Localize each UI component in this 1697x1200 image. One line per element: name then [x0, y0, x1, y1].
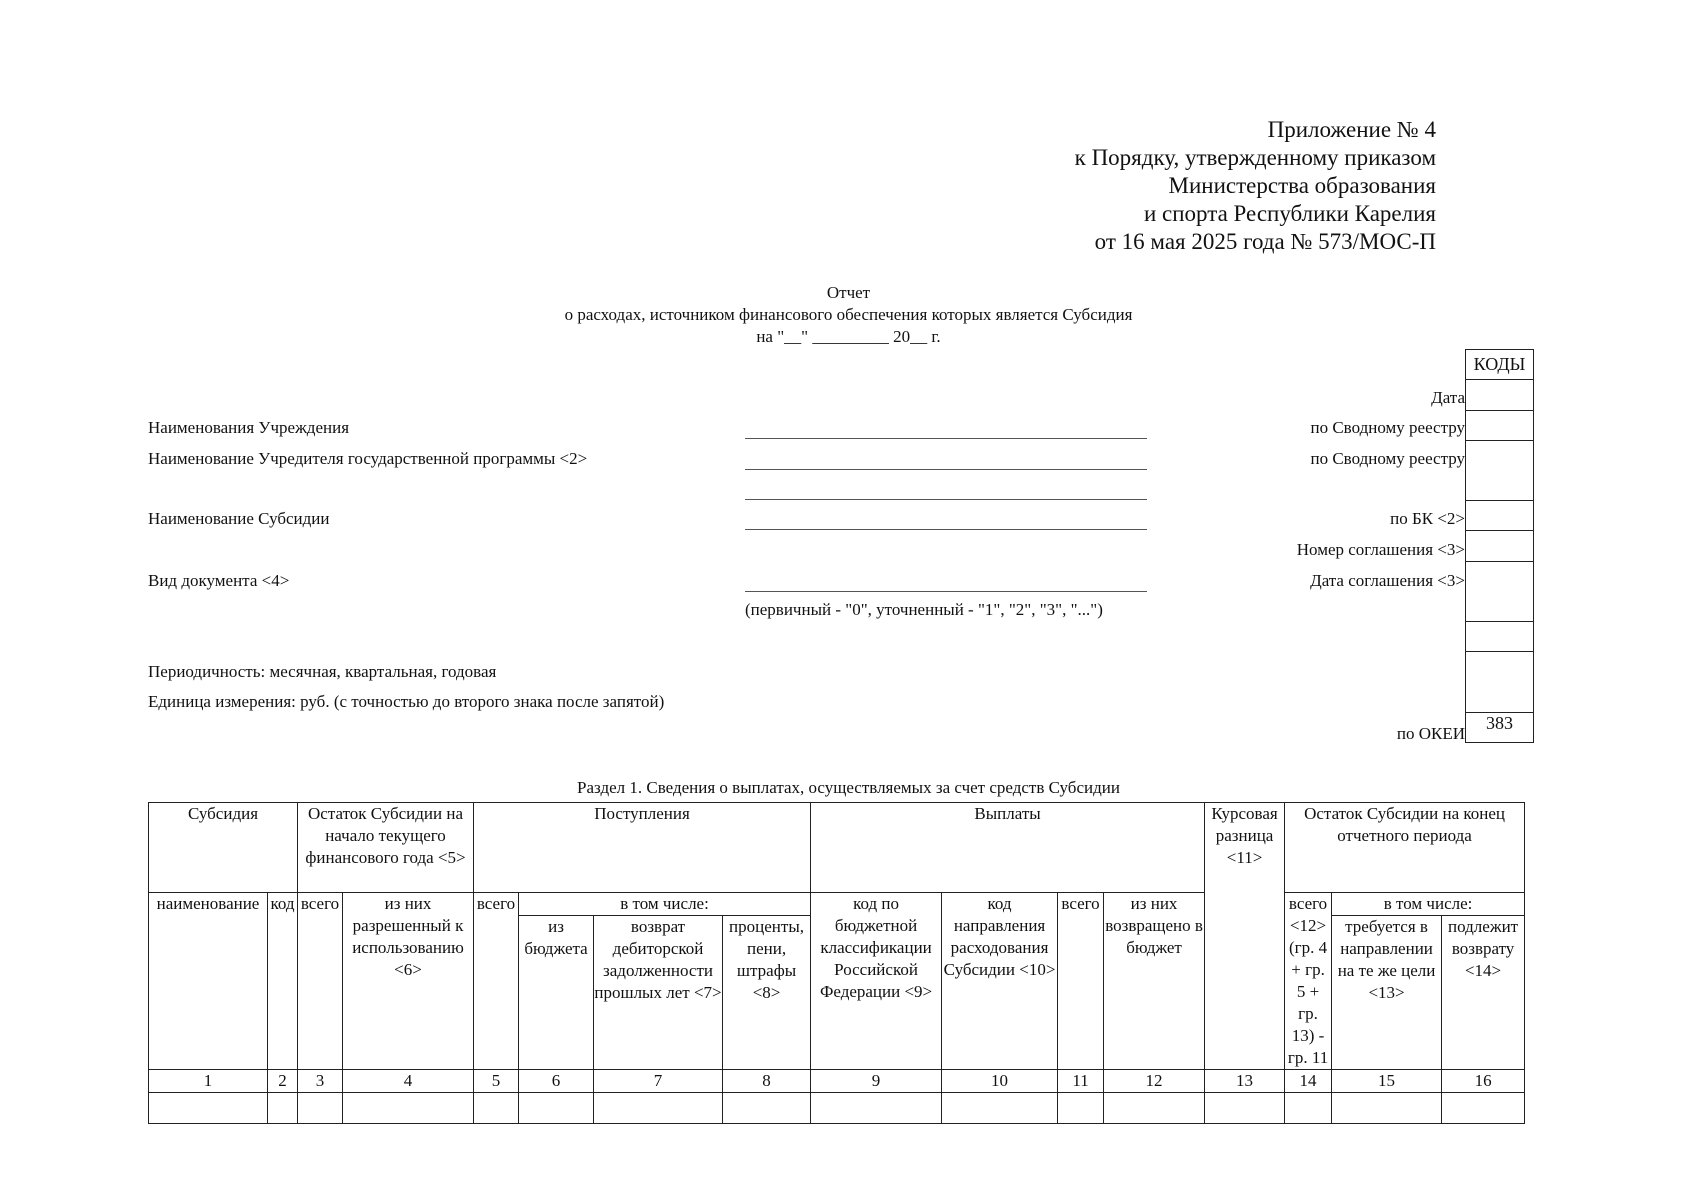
subsidy-field-line[interactable] — [745, 529, 1147, 530]
code-cell-bk[interactable] — [1466, 501, 1534, 531]
code-label-agreement-date: Дата соглашения <3> — [1310, 571, 1465, 590]
data-cell[interactable] — [1058, 1093, 1104, 1124]
section-1-title: Раздел 1. Сведения о выплатах, осуществляемых за счет средств Субсидии — [577, 778, 1120, 797]
code-label-okei: по ОКЕИ — [1396, 724, 1465, 743]
col-direction-code: код направления расходования Субсидии <10> — [942, 893, 1058, 1070]
data-cell[interactable] — [268, 1093, 298, 1124]
col-to-return: подлежит возврату <14> — [1442, 916, 1525, 1070]
code-label-bk: по БК <2> — [1390, 509, 1465, 528]
data-cell[interactable] — [519, 1093, 594, 1124]
col-number: 14 — [1285, 1070, 1332, 1093]
payments-table — [148, 802, 1525, 1124]
institution-label: Наименования Учреждения — [148, 418, 350, 437]
report-subtitle: о расходах, источником финансового обеспечения которых является Субсидия — [564, 305, 1133, 324]
col-number: 13 — [1205, 1070, 1285, 1093]
col-number: 7 — [594, 1070, 723, 1093]
founder-field-line[interactable] — [745, 469, 1147, 470]
header-rate-diff: Курсовая разница <11> — [1205, 803, 1285, 1070]
col-number: 10 — [942, 1070, 1058, 1093]
code-cell-extra-2[interactable] — [1466, 652, 1534, 713]
col-income-total: всего — [474, 893, 519, 1070]
data-cell[interactable] — [1442, 1093, 1525, 1124]
code-label-registry-2: по Сводному реестру — [1310, 449, 1465, 468]
unit-label: Единица измерения: руб. (с точностью до второго знака после запятой) — [148, 692, 665, 711]
data-cell[interactable] — [1332, 1093, 1442, 1124]
header-rest-start: Остаток Субсидии на начало текущего финансового года <5> — [298, 803, 474, 893]
code-cell-extra-1[interactable] — [1466, 622, 1534, 652]
col-number: 15 — [1332, 1070, 1442, 1093]
periodicity-label: Периодичность: месячная, квартальная, годовая — [148, 662, 497, 681]
col-bk-code: код по бюджетной классификации Российской Федерации <9> — [811, 893, 942, 1070]
founder-field-line-2[interactable] — [745, 499, 1147, 500]
code-label-registry-1: по Сводному реестру — [1310, 418, 1465, 437]
code-cell-date[interactable] — [1466, 380, 1534, 411]
col-rest-allowed: из них разрешенный к использованию <6> — [343, 893, 474, 1070]
code-cell-agreement-number[interactable] — [1466, 531, 1534, 562]
code-label-date: Дата — [1431, 388, 1465, 407]
col-name: наименование — [149, 893, 268, 1070]
appendix-line-4: и спорта Республики Карелия — [1143, 201, 1436, 226]
col-number: 5 — [474, 1070, 519, 1093]
data-cell[interactable] — [594, 1093, 723, 1124]
data-cell[interactable] — [298, 1093, 343, 1124]
code-cell-agreement-date[interactable] — [1466, 562, 1534, 622]
code-cell-registry-1[interactable] — [1466, 411, 1534, 441]
report-title-block — [0, 282, 1697, 348]
appendix-line-3: Министерства образования — [1168, 173, 1436, 198]
codes-header: КОДЫ — [1466, 350, 1534, 380]
code-label-agreement-number: Номер соглашения <3> — [1296, 540, 1465, 559]
data-cell[interactable] — [149, 1093, 268, 1124]
appendix-line-5: от 16 мая 2025 года № 573/МОС-П — [1094, 229, 1436, 254]
col-from-budget: из бюджета — [519, 916, 594, 1070]
col-interest-fines: проценты, пени, штрафы <8> — [723, 916, 811, 1070]
header-rest-end: Остаток Субсидии на конец отчетного периода — [1285, 803, 1525, 893]
data-cell[interactable] — [1104, 1093, 1205, 1124]
institution-field-line[interactable] — [745, 438, 1147, 439]
col-receivable-return: возврат дебиторской задолженности прошлых лет <7> — [594, 916, 723, 1070]
data-cell[interactable] — [474, 1093, 519, 1124]
appendix-line-2: к Порядку, утвержденному приказом — [1074, 145, 1436, 170]
appendix-header — [1075, 116, 1436, 256]
header-income: Поступления — [474, 803, 811, 893]
codes-table — [1465, 349, 1534, 743]
data-cell[interactable] — [1285, 1093, 1332, 1124]
doc-type-hint: (первичный - "0", уточненный - "1", "2", "3", "...") — [745, 600, 1103, 619]
col-end-including: в том числе: — [1332, 893, 1525, 916]
founder-label: Наименование Учредителя государственной программы <2> — [148, 449, 588, 468]
col-number: 2 — [268, 1070, 298, 1093]
col-needed-same-goals: требуется в направлении на те же цели <13> — [1332, 916, 1442, 1070]
col-number: 8 — [723, 1070, 811, 1093]
col-code: код — [268, 893, 298, 1070]
col-end-total: всего <12> (гр. 4 + гр. 5 + гр. 13) - гр. 11 — [1285, 893, 1332, 1070]
data-cell[interactable] — [1205, 1093, 1285, 1124]
header-payments: Выплаты — [811, 803, 1205, 893]
col-rest-total: всего — [298, 893, 343, 1070]
code-cell-registry-2[interactable] — [1466, 441, 1534, 501]
col-income-including: в том числе: — [519, 893, 811, 916]
data-cell[interactable] — [723, 1093, 811, 1124]
col-payments-total: всего — [1058, 893, 1104, 1070]
col-number: 3 — [298, 1070, 343, 1093]
col-number: 16 — [1442, 1070, 1525, 1093]
doc-type-label: Вид документа <4> — [148, 571, 290, 590]
header-subsidy: Субсидия — [149, 803, 298, 893]
data-cell[interactable] — [811, 1093, 942, 1124]
col-number: 9 — [811, 1070, 942, 1093]
col-number: 11 — [1058, 1070, 1104, 1093]
doc-type-field-line[interactable] — [745, 591, 1147, 592]
data-cell[interactable] — [343, 1093, 474, 1124]
col-number: 1 — [149, 1070, 268, 1093]
subsidy-label: Наименование Субсидии — [148, 509, 330, 528]
report-date-line: на "__" _________ 20__ г. — [756, 327, 941, 346]
col-number: 4 — [343, 1070, 474, 1093]
col-number: 12 — [1104, 1070, 1205, 1093]
code-cell-okei: 383 — [1466, 713, 1534, 743]
col-returned: из них возвращено в бюджет — [1104, 893, 1205, 1070]
col-number: 6 — [519, 1070, 594, 1093]
appendix-line-1: Приложение № 4 — [1267, 117, 1436, 142]
report-title: Отчет — [826, 283, 871, 302]
data-cell[interactable] — [942, 1093, 1058, 1124]
